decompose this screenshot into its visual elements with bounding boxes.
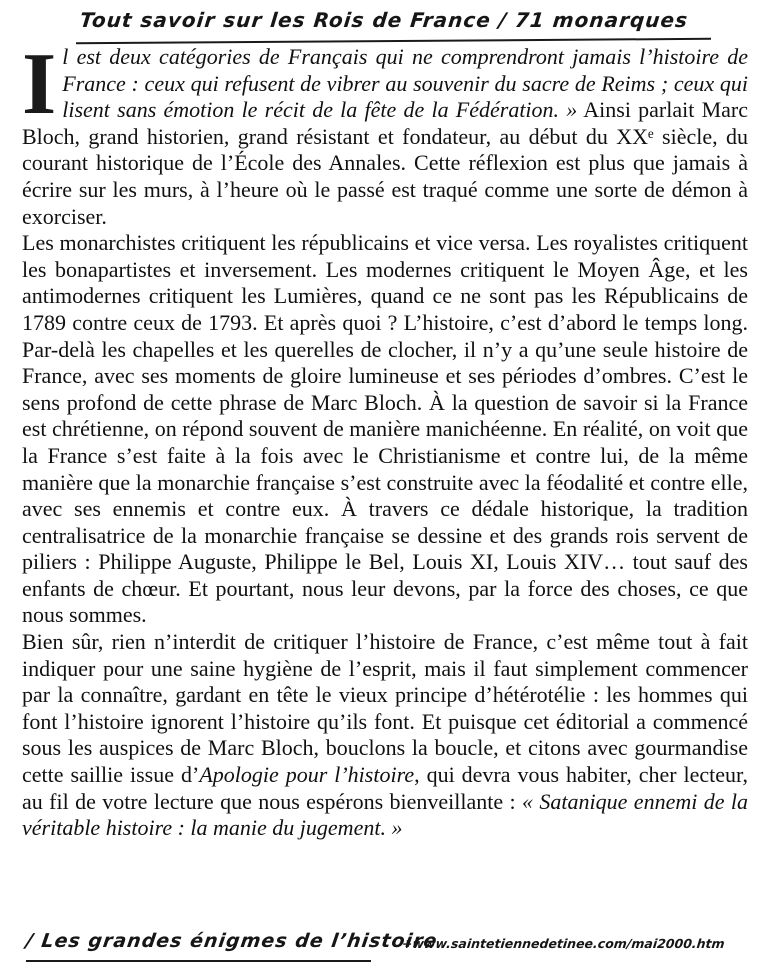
footer-underline [26, 960, 371, 962]
paragraph-3 [22, 629, 748, 842]
book-title: Apologie pour l’histoire [199, 762, 415, 788]
intro-quote: l est deux catégories de Français qui ne comprendront jamais l’histoire de France : ceux qui refusent de vibrer au souvenir du sacre de Reims ; ceux qui lisent sans émotion le récit de la fête de la Fédération. » [62, 44, 748, 123]
editorial-text [22, 36, 748, 842]
footer-source-right: +www.saintetiennedetinee.com/mai2000.htm [401, 936, 726, 951]
paragraph-1 [22, 36, 748, 230]
footer-source-left: / Les grandes énigmes de l’histoire [24, 930, 439, 952]
handwritten-header [80, 8, 720, 42]
drop-cap: I [22, 36, 57, 133]
paragraph-2: Les monarchistes critiquent les républicains et vice versa. Les royalistes critiquent les bonapartistes et inversement. Les modernes critiquent le Moyen Âge, et les antimodernes critiquent les Lumières, quand ce ne sont pas les Républicains de 1789 contre ceux de 1793. Et après quoi ? L’histoire, c’est d’abord le temps long. Par-delà les chapelles et les querelles de clocher, il n’y a qu’une seule histoire de France, avec ses moments de gloire lumineuse et ses périodes d’ombres. C’est le sens profond de cette phrase de Marc Bloch. À la question de savoir si la France est chrétienne, on répond souvent de manière manichéenne. En réalité, on voit que la France s’est faite à la fois avec le Christianisme et contre lui, de la même manière que la monarchie française s’est construite avec la féodalité et contre elle, avec ses ennemis et contre eux. À travers ce dédale historique, la tradition centralisatrice de la monarchie française se dessine et des grands rois servent de piliers : Philippe Auguste, Philippe le Bel, Louis XI, Louis XIV… tout sauf des enfants de chœur. Et pourtant, nous leur devons, par la force des choses, ce que nous sommes. [22, 230, 748, 628]
closing-quote: « Satanique ennemi de la véritable histoire : la manie du jugement. » [22, 788, 748, 841]
intro-rest: Ainsi parlait Marc Bloch, grand historien, grand résistant et fondateur, au début du XXᵉ siècle, du courant historique de l’École des Annales. Cette réflexion est plus que jamais à écrire sur les murs, à l’heure où le passé est traqué comme une sorte de démon à exorciser. [22, 97, 748, 229]
header-text: Tout savoir sur les Rois de France / 71 monarques [78, 8, 690, 32]
paragraph-3-mid: , qui devra vous habiter, cher lecteur, au fil de votre lecture que nous espérons bienveillante : [22, 762, 748, 814]
handwritten-footer [26, 930, 756, 966]
paragraph-3-start: Bien sûr, rien n’interdit de critiquer l’histoire de France, c’est même tout à fait indiquer pour une saine hygiène de l’esprit, mais il faut simplement commencer par la connaître, gardant en tête le vieux principe d’hétérotélie : les hommes qui font l’histoire ignorent l’histoire qu’ils font. Et puisque cet éditorial a commencé sous les auspices de Marc Bloch, bouclons la boucle, et citons avec gourmandise cette saillie issue d’ [22, 629, 748, 788]
